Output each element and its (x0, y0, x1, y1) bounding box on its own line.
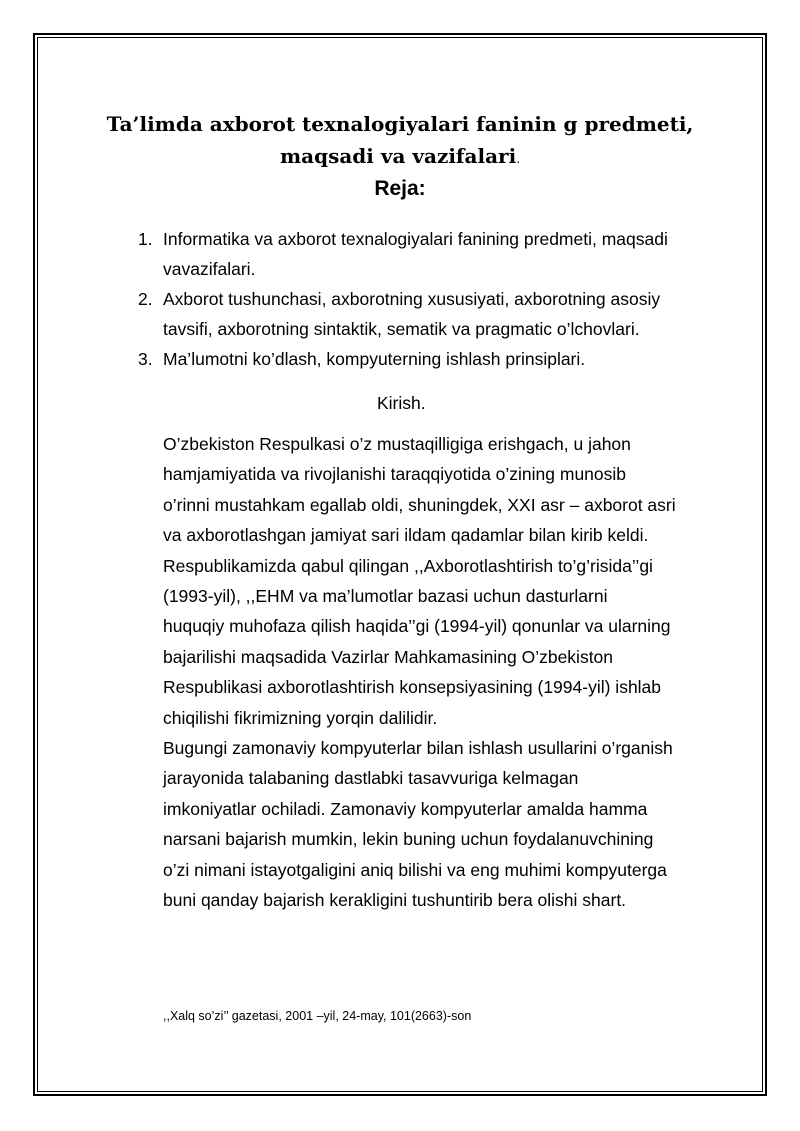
plan-item-line: Axborot tushunchasi, axborotning xususiyati, axborotning asosiy (163, 289, 661, 309)
body-line: hamjamiyatida va rivojlanishi taraqqiyotida o’zining munosib (163, 464, 627, 485)
body-line: o’zi nimani istayotgaligini aniq bilishi va eng muhimi kompyuterga (163, 859, 667, 880)
body-line: imkoniyatlar ochiladi. Zamonaviy kompyuterlar amalda hamma (163, 798, 648, 819)
body-line: buni qanday bajarish kerakligini tushuntirib bera olishi shart. (163, 890, 627, 911)
plan-item (138, 284, 758, 344)
title-line-2-text: maqsadi va vazifalari (279, 144, 517, 168)
body-line: O’zbekiston Respulkasi o’z mustaqilligiga erishgach, u jahon (163, 434, 631, 454)
body-line: (1993-yil), ,,EHM va ma’lumotlar bazasi uchun dasturlarni (163, 586, 608, 607)
body-line: narsani bajarish mumkin, lekin buning uchun foydalanuvchining (163, 829, 654, 850)
body-line: o’rinni mustahkam egallab oldi, shuningdek, XXI asr – axborot asri (163, 494, 676, 515)
footnote: ,,Xalq so’zi’’ gazetasi, 2001 –yil, 24-may, 101(2663)-son (163, 1009, 472, 1023)
body-line: huquqiy muhofaza qilish haqida’’gi (1994-yil) qonunlar va ularning (163, 616, 671, 637)
title-trailing-dot: . (516, 152, 521, 166)
intro-heading: Kirish. (377, 393, 426, 413)
body-line: Respublikamizda qabul qilingan ,,Axborotlashtirish to’g’risida’’gi (163, 555, 653, 576)
plan-item-number: 3. (138, 349, 153, 369)
title-line-1: Ta’limda axborot texnalogiyalari faninin g predmeti, (106, 112, 694, 136)
plan-item-number: 1. (138, 229, 153, 249)
body-line: Respublikasi axborotlashtirish konsepsiyasining (1994-yil) ishlab (163, 677, 662, 698)
body-line: jarayonida talabaning dastlabki tasavvuriga kelmagan (163, 768, 579, 789)
body-line: bajarilishi maqsadida Vazirlar Mahkamasining O’zbekiston (163, 646, 614, 667)
plan-item-line: vavazifalari. (163, 259, 256, 279)
document-title (90, 108, 710, 175)
plan-heading: Reja: (374, 177, 426, 200)
intro-body (163, 429, 753, 916)
plan-item-line: Informatika va axborot texnalogiyalari fanining predmeti, maqsadi (163, 229, 668, 249)
body-line: chiqilishi fikrimizning yorqin dalilidir. (163, 707, 438, 728)
plan-item-line: tavsifi, axborotning sintaktik, sematik va pragmatic o’lchovlari. (163, 319, 640, 339)
plan-list (138, 224, 758, 374)
plan-item-number: 2. (138, 289, 153, 309)
body-line: va axborotlashgan jamiyat sari ildam qadamlar bilan kirib keldi. (163, 525, 649, 546)
plan-item-line: Ma’lumotni ko’dlash, kompyuterning ishlash prinsiplari. (163, 349, 586, 369)
body-line: Bugungi zamonaviy kompyuterlar bilan ishlash usullarini o’rganish (163, 738, 673, 759)
plan-item (138, 224, 758, 284)
title-line-2 (90, 140, 710, 175)
plan-item (138, 344, 758, 374)
